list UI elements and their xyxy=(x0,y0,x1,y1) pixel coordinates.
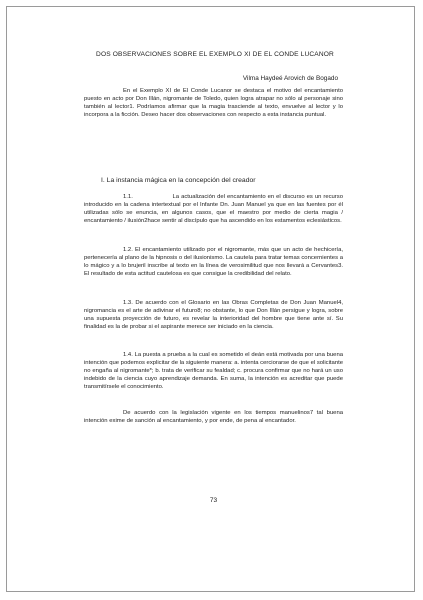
paragraph-1-1: 1.1. La actualización del encantamiento en el discurso es un recurso introducido en la cadena intertextual por el Infante Dn. Juan Manuel ya que en las fuentes por él utilizadas sólo se enuncia, en algunos casos, que el maestro por medio de cierta magia / encantamiento / ilusión2hace sentir al discípulo que ha ascendido en los estamentos eclesiásticos. xyxy=(84,194,345,225)
intro-paragraph: En el Exemplo XI de El Conde Lucanor se destaca el motivo del encantamiento puesto en acto por Don Illán, nigromante de Toledo, quien logra atrapar no sólo al personaje sino también al lector1. Podríamos afirmar que la magia trasciende al texto, envuelve al lector y lo incorpora a la ficción. Deseo hacer dos observaciones con respecto a esta instancia puntual. xyxy=(84,88,343,119)
author-name: Vilma Haydeé Arovich de Bogado xyxy=(242,75,338,82)
closing-paragraph: De acuerdo con la legislación vigente en los tiempos manuelinos7 tal buena intención exime de sanción al encantamiento, y por ende, de pena al encantador. xyxy=(84,410,343,425)
paragraph-1-3: 1.3. De acuerdo con el Glosario en las Obras Completas de Don Juan Manuel4, nigromancia es el arte de adivinar el futuro8; no obstante, lo que Don Illán persigue y logra, sobre una supuesta proyección de futuro, es revelar la interioridad del hombre que tiene ante sí. Su finalidad es la de probar si el aspirante merece ser iniciado en la ciencia. xyxy=(84,300,343,331)
document-title: DOS OBSERVACIONES SOBRE EL EXEMPLO XI DE EL CONDE LUCANOR xyxy=(96,51,334,58)
paragraph-1-4: 1.4. La puesta a prueba a la cual es sometido el deán está motivada por una buena intención que podemos explicitar de la siguiente manera: a. intenta cerciorarse de que el solicitante no engaña al nigromante*; b. trata de verificar su fealdad; c. procura confirmar que no hará un uso indebido de la ciencia cuyo aprendizaje demanda. En suma, la intención es acreditar que puede transmitírsele el conocimiento. xyxy=(84,352,344,391)
section-heading: I. La instancia mágica en la concepción del creador xyxy=(101,177,256,184)
page-frame xyxy=(6,6,415,592)
paragraph-1-2: 1.2. El encantamiento utilizado por el nigromante, más que un acto de hechicería, pertenecería al plano de la hipnosis o del ilusionismo. La cautela para tratar temas concernientes a lo mágico y a lo brujeril inscribe al texto en la línea de verosimilitud que nos llevará a Cervantes3. El resultado de esta actitud cautelosa es que consigue la credibilidad del relato. xyxy=(84,247,343,278)
page-number: 73 xyxy=(209,497,218,504)
